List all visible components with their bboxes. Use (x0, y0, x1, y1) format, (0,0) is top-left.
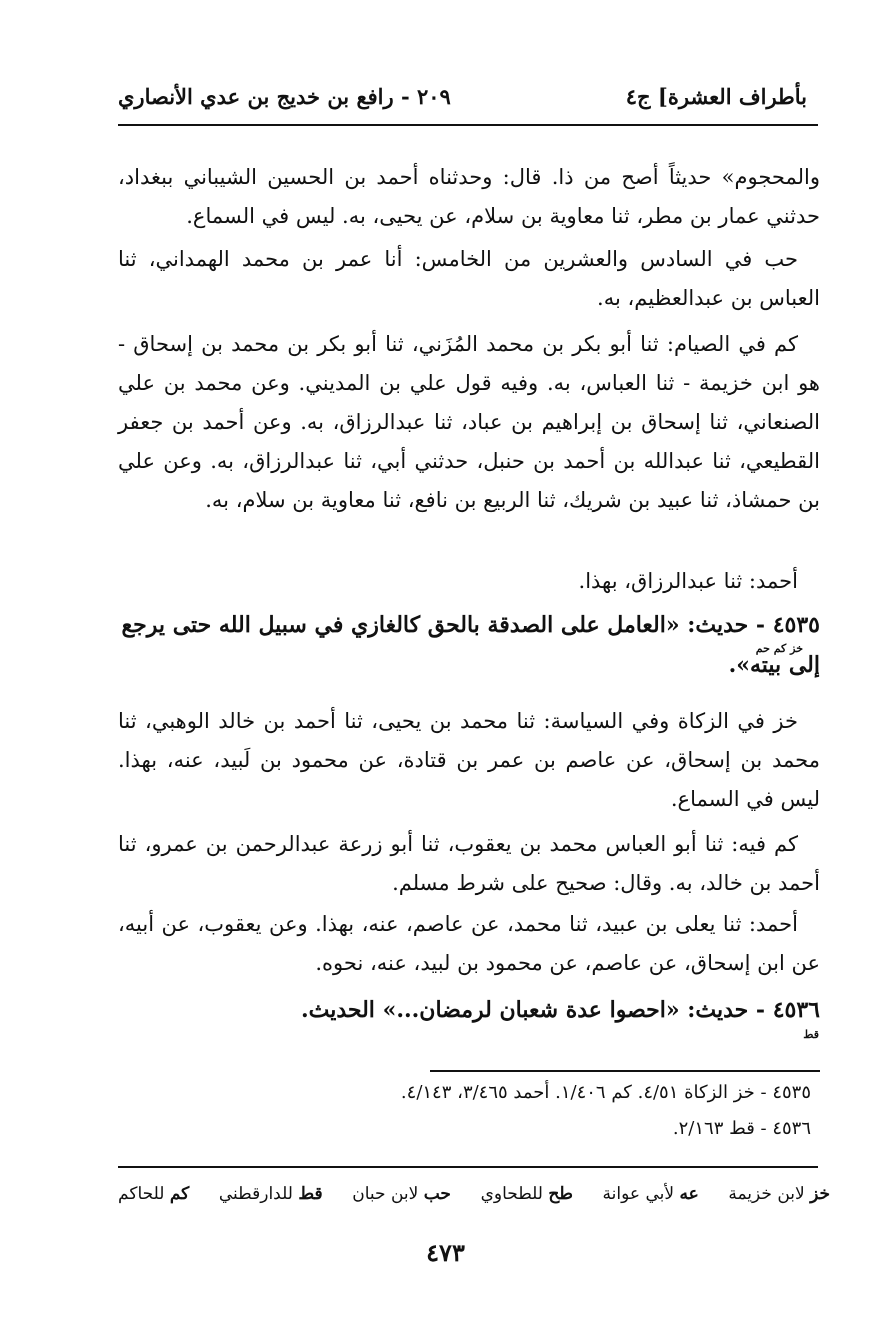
abbreviation-key (118, 1184, 830, 1204)
abbreviation-item (603, 1184, 699, 1204)
running-header-chapter: ٢٠٩ - رافع بن خديج بن عدي الأنصاري (118, 84, 451, 109)
hadith-entry (118, 990, 820, 1030)
hadith-number: ٤٥٣٥ (772, 612, 820, 638)
abbreviation-code: خز (810, 1184, 830, 1204)
running-header-volume: بأطراف العشرة] ج٤ (625, 84, 807, 109)
hadith-source-marks: قط (803, 1028, 819, 1041)
footnote-rule (430, 1070, 820, 1072)
paragraph: كم فيه: ثنا أبو العباس محمد بن يعقوب، ثنا أبو زرعة عبدالرحمن بن عمرو، ثنا أحمد بن خالد، به. وقال: صحيح على شرط مسلم. (118, 832, 820, 895)
abbreviation-item (219, 1184, 323, 1204)
abbreviation-item (481, 1184, 573, 1204)
abbreviation-item (352, 1184, 451, 1204)
paragraph: أحمد: ثنا عبدالرزاق، بهذا. (578, 569, 798, 593)
abbreviation-meaning: للدارقطني (218, 1184, 293, 1204)
footer-rule (118, 1166, 818, 1168)
abbreviation-meaning: لابن خزيمة (728, 1184, 805, 1204)
abbreviation-item (728, 1184, 830, 1204)
paragraph: كم في الصيام: ثنا أبو بكر بن محمد المُزَني، ثنا أبو بكر بن محمد بن إسحاق - هو ابن خزيمة - ثنا العباس، به. وفيه قول علي بن المديني. وعن محمد بن علي الصنعاني، ثنا إسحاق بن إبراهيم بن عباد، ثنا عبدالرزاق، به. وعن أحمد بن جعفر القطيعي، ثنا عبدالله بن أحمد بن حنبل، حدثني أبي، ثنا عبدالرزاق، به. وعن علي بن حمشاذ، ثنا عبيد بن شريك، ثنا الربيع بن نافع، ثنا معاوية بن سلام، به. (118, 332, 820, 512)
paragraph: حب في السادس والعشرين من الخامس: أنا عمر بن محمد الهمداني، ثنا العباس بن عبدالعظيم، به. (118, 247, 820, 310)
abbreviation-code: عه (679, 1184, 699, 1204)
abbreviation-code: قط (298, 1184, 323, 1204)
hadith-number: ٤٥٣٦ (772, 997, 820, 1023)
footnote: ٤٥٣٥ - خز الزكاة ٤/٥١. كم ١/٤٠٦. أحمد ٣/٤٦٥، ٤/١٤٣. (400, 1082, 811, 1103)
footnote: ٤٥٣٦ - قط ٢/١٦٣. (672, 1118, 811, 1139)
abbreviation-meaning: لأبي عوانة (602, 1184, 675, 1204)
abbreviation-meaning: للحاكم (118, 1184, 165, 1204)
paragraph: أحمد: ثنا يعلى بن عبيد، ثنا محمد، عن عاصم، عنه، بهذا. وعن يعقوب، عن أبيه، عن ابن إسحاق، عن عاصم، عن محمود بن لبيد، عنه، نحوه. (118, 912, 820, 975)
hadith-text: - حديث: «العامل على الصدقة بالحق كالغازي في سبيل الله حتى يرجع إلى بيته». (121, 612, 820, 678)
paragraph: والمحجوم» حديثاً أصح من ذا. قال: وحدثناه أحمد بن الحسين الشيباني ببغداد، حدثني عمار بن مطر، ثنا معاوية بن سلام، عن يحيى، به. ليس في السماع. (118, 165, 820, 228)
hadith-entry (118, 605, 820, 685)
abbreviation-code: كم (169, 1184, 190, 1204)
abbreviation-meaning: للطحاوي (480, 1184, 543, 1204)
abbreviation-code: حب (423, 1184, 451, 1204)
abbreviation-item (118, 1184, 189, 1204)
header-rule (118, 124, 818, 126)
hadith-text: - حديث: «احصوا عدة شعبان لرمضان...» الحديث. (300, 997, 766, 1023)
abbreviation-meaning: لابن حبان (352, 1184, 419, 1204)
hadith-source-marks: خز كم حم (755, 642, 803, 655)
page-number: ٤٧٣ (426, 1238, 465, 1267)
paragraph: خز في الزكاة وفي السياسة: ثنا محمد بن يحيى، ثنا أحمد بن خالد الوهبي، ثنا محمد بن إسحاق، عن عاصم بن عمر بن قتادة، عن محمود بن لَبيد، عنه، بهذا. ليس في السماع. (118, 709, 820, 811)
abbreviation-code: طح (548, 1184, 573, 1204)
